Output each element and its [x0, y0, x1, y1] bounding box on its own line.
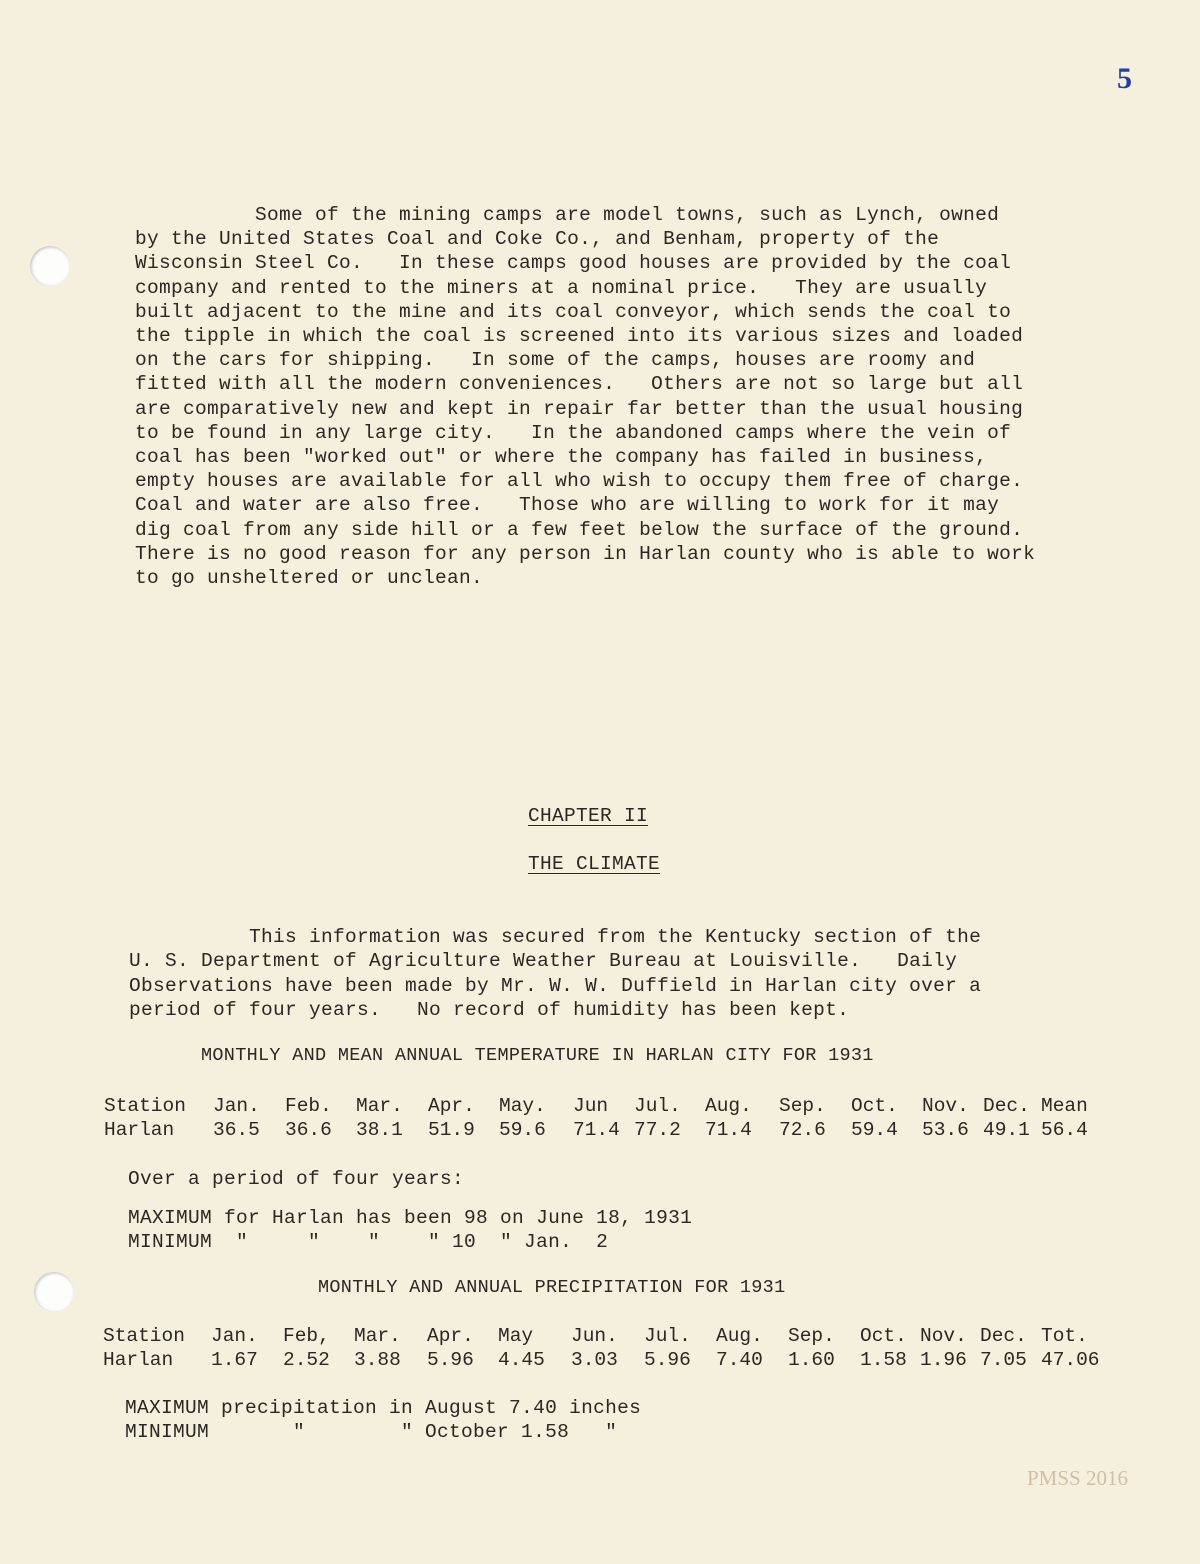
precipitation-maximum: MAXIMUM precipitation in August 7.40 inches [125, 1397, 642, 1419]
table-header-cell: Oct. [860, 1325, 907, 1347]
punch-hole [34, 1272, 74, 1312]
text-line: fitted with all the modern conveniences. Others are not so large but all [135, 373, 1024, 396]
table-cell: 5.96 [644, 1349, 691, 1371]
table-cell: 71.4 [705, 1119, 752, 1141]
text-line: There is no good reason for any person in Harlan county who is able to work [135, 542, 1036, 565]
table-header-cell: Jun. [571, 1325, 618, 1347]
table-cell: 59.6 [499, 1119, 546, 1141]
text-line: This information was secured from the Kentucky section of the [129, 926, 982, 948]
table-header-cell: Station [103, 1325, 185, 1347]
table-cell: 38.1 [356, 1119, 403, 1141]
page-number: 5 [1117, 62, 1132, 95]
table-cell: 71.4 [573, 1119, 620, 1141]
text-line: dig coal from any side hill or a few feet below the surface of the ground. [135, 518, 1024, 541]
table-cell: 7.05 [980, 1349, 1027, 1371]
table-header-cell: Jun [573, 1095, 609, 1117]
text-line: Observations have been made by Mr. W. W. Duffield in Harlan city over a [129, 974, 982, 997]
table-cell: 2.52 [283, 1349, 330, 1371]
table-header-cell: Nov. [922, 1095, 969, 1117]
precipitation-minimum: MINIMUM " " October 1.58 " [125, 1421, 618, 1443]
text-line: empty houses are available for all who wish to occupy them free of charge. [135, 470, 1024, 493]
table-header-cell: Aug. [705, 1095, 752, 1117]
table-cell: Harlan [104, 1119, 175, 1141]
table-header-cell: May. [499, 1095, 546, 1117]
table-header-cell: Feb. [285, 1095, 332, 1117]
text-line: the tipple in which the coal is screened into its various sizes and loaded [135, 325, 1024, 347]
chapter-title: THE CLIMATE [528, 853, 661, 875]
table-cell: 36.6 [285, 1119, 332, 1141]
precipitation-table-title: MONTHLY AND ANNUAL PRECIPITATION FOR 1931 [318, 1277, 786, 1298]
table-header-cell: Dec. [980, 1325, 1027, 1347]
table-cell: 4.45 [498, 1349, 545, 1371]
table-cell: 1.96 [920, 1349, 967, 1371]
text-line: by the United States Coal and Coke Co., and Benham, property of the [135, 228, 940, 251]
table-header-cell: Tot. [1041, 1325, 1088, 1347]
table-cell: 72.6 [779, 1119, 826, 1141]
table-cell: 3.88 [354, 1349, 401, 1371]
text-line: to be found in any large city. In the abandoned camps where the vein of [135, 421, 1012, 444]
table-cell: 77.2 [634, 1119, 681, 1141]
table-header-cell: Nov. [920, 1325, 967, 1347]
table-header-cell: Apr. [428, 1095, 475, 1117]
table-header-cell: May [498, 1325, 534, 1347]
table-header-cell: Mar. [354, 1325, 401, 1347]
text-line: period of four years. No record of humidity has been kept. [129, 998, 850, 1021]
text-line: on the cars for shipping. In some of the camps, houses are roomy and [135, 349, 976, 372]
text-line: Some of the mining camps are model towns, such as Lynch, owned [135, 204, 1000, 226]
table-header-cell: Jan. [211, 1325, 258, 1347]
table-cell: 7.40 [716, 1349, 763, 1371]
table-cell: 5.96 [427, 1349, 474, 1371]
table-header-cell: Jul. [644, 1325, 691, 1347]
table-cell: 1.67 [211, 1349, 258, 1371]
table-header-cell: Jul. [634, 1095, 681, 1117]
table-header-cell: Feb, [283, 1325, 330, 1347]
table-cell: 59.4 [851, 1119, 898, 1141]
text-line: company and rented to the miners at a nominal price. They are usually [135, 276, 988, 299]
text-line: built adjacent to the mine and its coal conveyor, which sends the coal to [135, 300, 1012, 323]
table-cell: Harlan [103, 1349, 174, 1371]
table-cell: 47.06 [1041, 1349, 1100, 1371]
table-header-cell: Sep. [779, 1095, 826, 1117]
text-line: are comparatively new and kept in repair far better than the usual housing [135, 397, 1024, 420]
table-cell: 1.58 [860, 1349, 907, 1371]
table-cell: 49.1 [983, 1119, 1030, 1141]
table-header-cell: Mean [1041, 1095, 1088, 1117]
table-header-cell: Aug. [716, 1325, 763, 1347]
text-line: Coal and water are also free. Those who are willing to work for it may [135, 494, 1000, 517]
table-cell: 3.03 [571, 1349, 618, 1371]
text-line: to go unsheltered or unclean. [135, 567, 484, 589]
punch-hole [30, 246, 70, 286]
table-header-cell: Station [104, 1095, 186, 1117]
table-header-cell: Sep. [788, 1325, 835, 1347]
table-header-cell: Oct. [851, 1095, 898, 1117]
table-cell: 56.4 [1041, 1119, 1088, 1141]
table-header-cell: Dec. [983, 1095, 1030, 1117]
table-header-cell: Apr. [427, 1325, 474, 1347]
text-line: Wisconsin Steel Co. In these camps good houses are provided by the coal [135, 252, 1012, 275]
table-cell: 1.60 [788, 1349, 835, 1371]
text-line: U. S. Department of Agriculture Weather Bureau at Louisville. Daily [129, 950, 958, 973]
watermark: PMSS 2016 [1027, 1466, 1128, 1490]
text-line: coal has been "worked out" or where the company has failed in business, [135, 446, 988, 468]
table-cell: 51.9 [428, 1119, 475, 1141]
temperature-table-title: MONTHLY AND MEAN ANNUAL TEMPERATURE IN HARLAN CITY FOR 1931 [201, 1045, 874, 1066]
table-header-cell: Jan. [213, 1095, 260, 1117]
table-cell: 36.5 [213, 1119, 260, 1141]
chapter-heading: CHAPTER II [528, 805, 649, 827]
table-cell: 53.6 [922, 1119, 969, 1141]
temperature-minimum: MINIMUM " " " " 10 " Jan. 2 [128, 1231, 609, 1253]
temperature-note: Over a period of four years: [128, 1168, 465, 1190]
temperature-maximum: MAXIMUM for Harlan has been 98 on June 18, 1931 [128, 1207, 693, 1229]
table-header-cell: Mar. [356, 1095, 403, 1117]
